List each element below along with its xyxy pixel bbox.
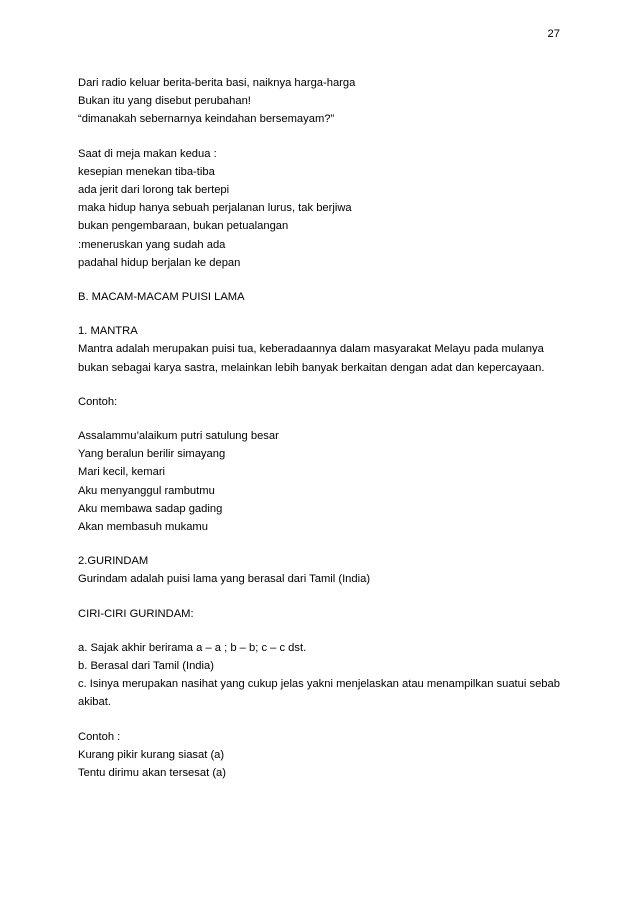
- text-line: padahal hidup berjalan ke depan: [78, 256, 241, 269]
- subheading-text: 2.GURINDAM: [78, 555, 149, 568]
- spacer: [78, 306, 564, 322]
- ciri-list: [78, 639, 564, 712]
- text-line: Akan membasuh mukamu: [78, 521, 208, 534]
- text-line: Aku membawa sadap gading: [78, 502, 223, 515]
- poem-stanza-1: [78, 74, 564, 129]
- text-line: Mari kecil, kemari: [78, 466, 166, 479]
- mantra-section: [78, 322, 564, 377]
- spacer: [78, 272, 564, 288]
- spacer: [78, 377, 564, 393]
- text-line: Bukan itu yang disebut perubahan!: [78, 95, 251, 108]
- spacer: [78, 623, 564, 639]
- list-item: a. Sajak akhir berirama a – a ; b – b; c – c dst.: [78, 641, 307, 654]
- spacer: [78, 536, 564, 552]
- text-line: Dari radio keluar berita-berita basi, naiknya harga-harga: [78, 77, 356, 89]
- page-number: 27: [547, 28, 560, 40]
- label-text: Contoh:: [78, 395, 118, 408]
- example-label: [78, 393, 564, 411]
- spacer: [78, 712, 564, 728]
- page-content: [78, 74, 564, 782]
- text-line: Kurang pikir kurang siasat (a): [78, 748, 225, 761]
- text-line: Gurindam adalah puisi lama yang berasal dari Tamil (India): [78, 573, 371, 586]
- list-item: b. Berasal dari Tamil (India): [78, 660, 214, 673]
- text-line: “dimanakah sebernarnya keindahan bersemayam?”: [78, 113, 335, 126]
- gurindam-section: [78, 552, 564, 588]
- spacer: [78, 589, 564, 605]
- text-line: :meneruskan yang sudah ada: [78, 238, 226, 251]
- text-line: ada jerit dari lorong tak bertepi: [78, 184, 230, 197]
- heading-text: B. MACAM-MACAM PUISI LAMA: [78, 291, 245, 304]
- ciri-heading: [78, 605, 564, 623]
- subheading-text: 1. MANTRA: [78, 325, 138, 338]
- text-line: Yang beralun berilir simayang: [78, 448, 226, 461]
- text-line: Aku menyanggul rambutmu: [78, 484, 215, 497]
- heading-text: CIRI-CIRI GURINDAM:: [78, 607, 194, 620]
- spacer: [78, 129, 564, 145]
- spacer: [78, 411, 564, 427]
- mantra-example: [78, 427, 564, 536]
- section-heading: [78, 288, 564, 306]
- text-line: Tentu dirimu akan tersesat (a): [78, 767, 226, 780]
- label-text: Contoh :: [78, 730, 121, 743]
- list-item: c. Isinya merupakan nasihat yang cukup jelas yakni menjelaskan atau menampilkan suatui sebab akibat.: [78, 678, 560, 709]
- text-line: kesepian menekan tiba-tiba: [78, 165, 215, 178]
- gurindam-example: [78, 728, 564, 783]
- text-line: maka hidup hanya sebuah perjalanan lurus, tak berjiwa: [78, 202, 352, 215]
- text-line: bukan pengembaraan, bukan petualangan: [78, 220, 289, 233]
- text-line: Assalammu’alaikum putri satulung besar: [78, 430, 279, 443]
- paragraph-text: Mantra adalah merupakan puisi tua, keberadaannya dalam masyarakat Melayu pada mulanya bukan sebagai karya sastra, melainkan lebih banyak berkaitan dengan adat dan kepercayaan.: [78, 343, 545, 374]
- poem-stanza-2: [78, 145, 564, 272]
- text-line: Saat di meja makan kedua :: [78, 147, 217, 160]
